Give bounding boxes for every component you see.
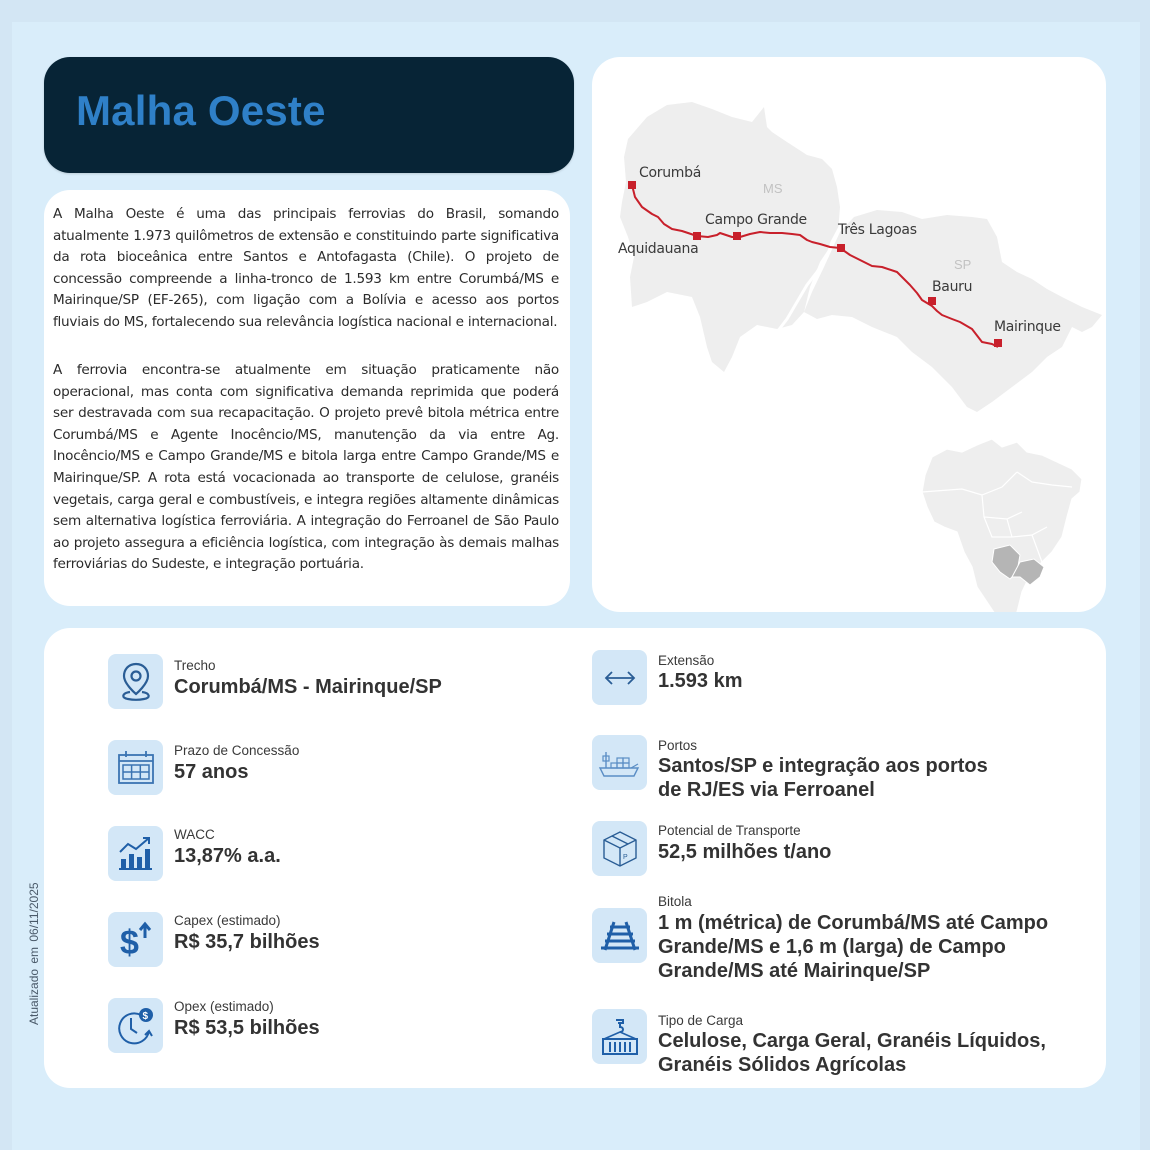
info-label: Prazo de Concessão — [174, 743, 300, 758]
last-updated-note: Atualizado em 06/11/2025 — [27, 882, 41, 1025]
info-value: 52,5 milhões t/ano — [658, 841, 832, 863]
station-marker-campo-grande — [733, 232, 741, 240]
station-marker-corumba — [628, 181, 636, 189]
info-value-line-1: 1 m (métrica) de Corumbá/MS até Campo — [658, 912, 1049, 934]
info-value: 1.593 km — [658, 670, 743, 692]
container-crane-icon — [592, 1009, 647, 1064]
route-map — [592, 57, 1106, 612]
state-sp-shape — [804, 210, 1102, 412]
state-label-ms: MS — [763, 181, 783, 196]
info-label: Bitola — [658, 894, 692, 909]
cargo-ship-icon — [592, 735, 647, 790]
calendar-icon — [108, 740, 163, 795]
info-label: Trecho — [174, 658, 216, 673]
station-label-tres-lagoas: Três Lagoas — [838, 222, 917, 238]
info-label: Capex (estimado) — [174, 913, 281, 928]
svg-text:P: P — [622, 853, 628, 861]
state-label-sp: SP — [954, 257, 972, 272]
station-label-corumba: Corumbá — [639, 165, 701, 181]
svg-text:$: $ — [142, 1010, 148, 1022]
map-pin-icon — [108, 654, 163, 709]
info-value-line-2: de RJ/ES via Ferroanel — [658, 779, 875, 801]
double-arrow-icon — [592, 650, 647, 705]
info-label: WACC — [174, 827, 215, 842]
info-value-line-3: Grande/MS até Mairinque/SP — [658, 960, 931, 982]
railway-track-icon — [592, 908, 647, 963]
info-value-line-1: Celulose, Carga Geral, Granéis Líquidos, — [658, 1030, 1046, 1052]
package-box-icon — [592, 821, 647, 876]
info-value: Corumbá/MS - Mairinque/SP — [174, 676, 442, 698]
growth-chart-icon — [108, 826, 163, 881]
info-label: Opex (estimado) — [174, 999, 274, 1014]
info-label: Tipo de Carga — [658, 1013, 744, 1028]
svg-text:$: $ — [119, 923, 139, 960]
station-marker-tres-lagoas — [837, 244, 845, 252]
info-value: 57 anos — [174, 761, 249, 783]
station-label-bauru: Bauru — [932, 279, 973, 295]
info-label: Extensão — [658, 653, 715, 668]
station-marker-aquidauana — [693, 232, 701, 240]
page-title: Malha Oeste — [76, 87, 326, 134]
station-label-campo-grande: Campo Grande — [705, 212, 807, 228]
info-value: R$ 35,7 bilhões — [174, 931, 320, 953]
info-label: Potencial de Transporte — [658, 823, 801, 838]
dollar-up-icon — [108, 912, 163, 967]
title-card — [44, 57, 574, 173]
clock-dollar-icon — [108, 998, 163, 1053]
info-value-line-2: Granéis Sólidos Agrícolas — [658, 1054, 907, 1076]
station-marker-bauru — [928, 297, 936, 305]
info-value: R$ 53,5 bilhões — [174, 1017, 320, 1039]
description-paragraph-1: A Malha Oeste é uma das principais ferrovias do Brasil, somando atualmente 1.973 quilômetros de extensão e constituindo parte significativa da rota bioceânica entre Santos e Antofagasta (Chile). O projeto de concessão compreende a linha-tronco de 1.593 km entre Corumbá/MS e Mairinque/SP (EF-265), com ligação com a Bolívia e acesso aos portos fluviais do MS, fortalecendo sua relevância logística nacional e internacional. — [53, 206, 559, 330]
brazil-minimap — [922, 439, 1082, 612]
station-marker-mairinque — [994, 339, 1002, 347]
station-label-aquidauana: Aquidauana — [618, 241, 699, 257]
info-value-line-1: Santos/SP e integração aos portos — [658, 755, 988, 777]
info-value-line-2: Grande/MS e 1,6 m (larga) de Campo — [658, 936, 1006, 958]
project-info-card — [44, 628, 1106, 1088]
info-value: 13,87% a.a. — [174, 845, 281, 867]
description-card — [44, 190, 570, 606]
description-paragraph-2: A ferrovia encontra-se atualmente em situação praticamente não operacional, mas conta com significativa demanda reprimida que poderá ser destravada com sua recapacitação. O projeto prevê bitola métrica entre Corumbá/MS e Agente Inocêncio/MS, manutenção da via entre Ag. Inocêncio/MS e Campo Grande/MS e bitola larga entre Campo Grande/MS e Mairinque/SP. A rota está vocacionada ao transporte de celulose, granéis vegetais, carga geral e combustíveis, e integra regiões altamente dinâmicas sem alternativa logística ferroviária. A integração do Ferroanel de São Paulo ao projeto assegura a eficiência logística, com integração às demais malhas ferroviárias do Sudeste, e integração portuária. — [53, 362, 559, 573]
info-label: Portos — [658, 738, 698, 753]
station-label-mairinque: Mairinque — [994, 319, 1061, 335]
